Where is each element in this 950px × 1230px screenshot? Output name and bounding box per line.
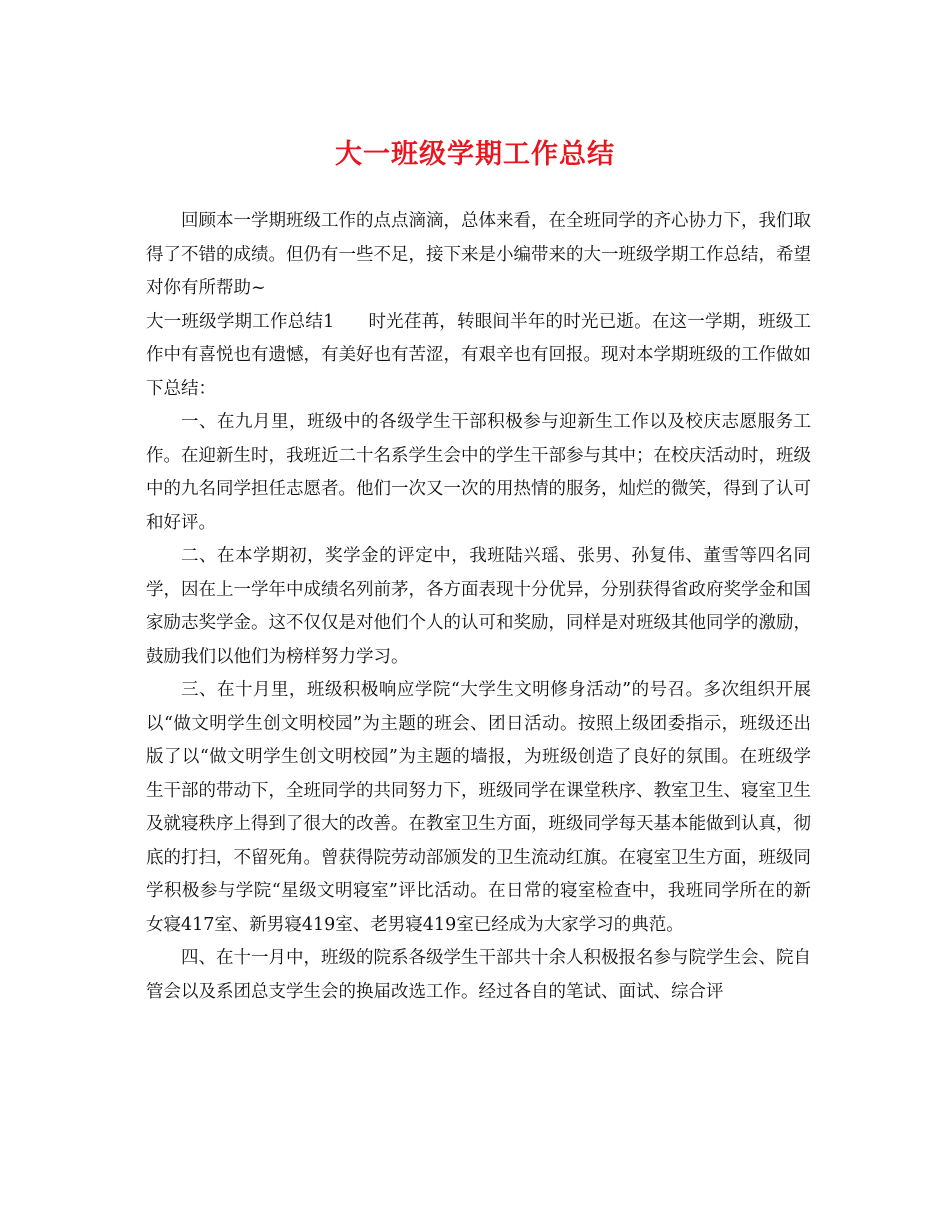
paragraph-4: 四、在十一月中，班级的院系各级学生干部共十余人积极报名参与院学生会、院自管会以及系团总支学生会的换届改选工作。经过各自的笔试、面试、综合评 (146, 948, 811, 1002)
section-title: 大一班级学期工作总结1 (146, 311, 335, 332)
paragraph-3: 三、在十月里，班级积极响应学院“大学生文明修身活动”的号召。多次组织开展以“做文明学生创文明校园”为主题的班会、团日活动。按照上级团委指示，班级还出版了以“做文明学生创文明校园”为主题的墙报，为班级创造了良好的氛围。在班级学生干部的带动下，全班同学的共同努力下，班级同学在课堂秩序、教室卫生、寝室卫生及就寝秩序上得到了很大的改善。在教室卫生方面，班级同学每天基本能做到认真，彻底的打扫，不留死角。曾获得院劳动部颁发的卫生流动红旗。在寝室卫生方面，班级同学积极参与学院“星级文明寝室”评比活动。在日常的寝室检查中，我班同学所在的新女寝417室、新男寝419室、老男寝419室已经成为大家学习的典范。 (146, 680, 811, 935)
paragraph-2: 二、在本学期初，奖学金的评定中，我班陆兴瑶、张男、孙复伟、董雪等四名同学，因在上一学年中成绩名列前茅，各方面表现十分优异，分别获得省政府奖学金和国家励志奖学金。这不仅仅是对他们个人的认可和奖励，同样是对班级其他同学的激励，鼓励我们以他们为榜样努力学习。 (146, 546, 811, 667)
document-title: 大一班级学期工作总结 (335, 139, 615, 170)
section-intro: 时光荏苒，转眼间半年的时光已逝。在这一学期，班级工作中有喜悦也有遗憾，有美好也有苦涩，有艰辛也有回报。现对本学期班级的工作做如下总结： (146, 311, 812, 399)
document-body (146, 205, 811, 1009)
paragraph-1: 一、在九月里，班级中的各级学生干部积极参与迎新生工作以及校庆志愿服务工作。在迎新生时，我班近二十名系学生会中的学生干部参与其中；在校庆活动时，班级中的九名同学担任志愿者。他们一次又一次的用热情的服务，灿烂的微笑，得到了认可和好评。 (146, 412, 811, 533)
intro-paragraph: 回顾本一学期班级工作的点点滴滴，总体来看，在全班同学的齐心协力下，我们取得了不错的成绩。但仍有一些不足，接下来是小编带来的大一班级学期工作总结，希望对你有所帮助~ (146, 211, 811, 298)
section-heading-paragraph (146, 306, 811, 407)
